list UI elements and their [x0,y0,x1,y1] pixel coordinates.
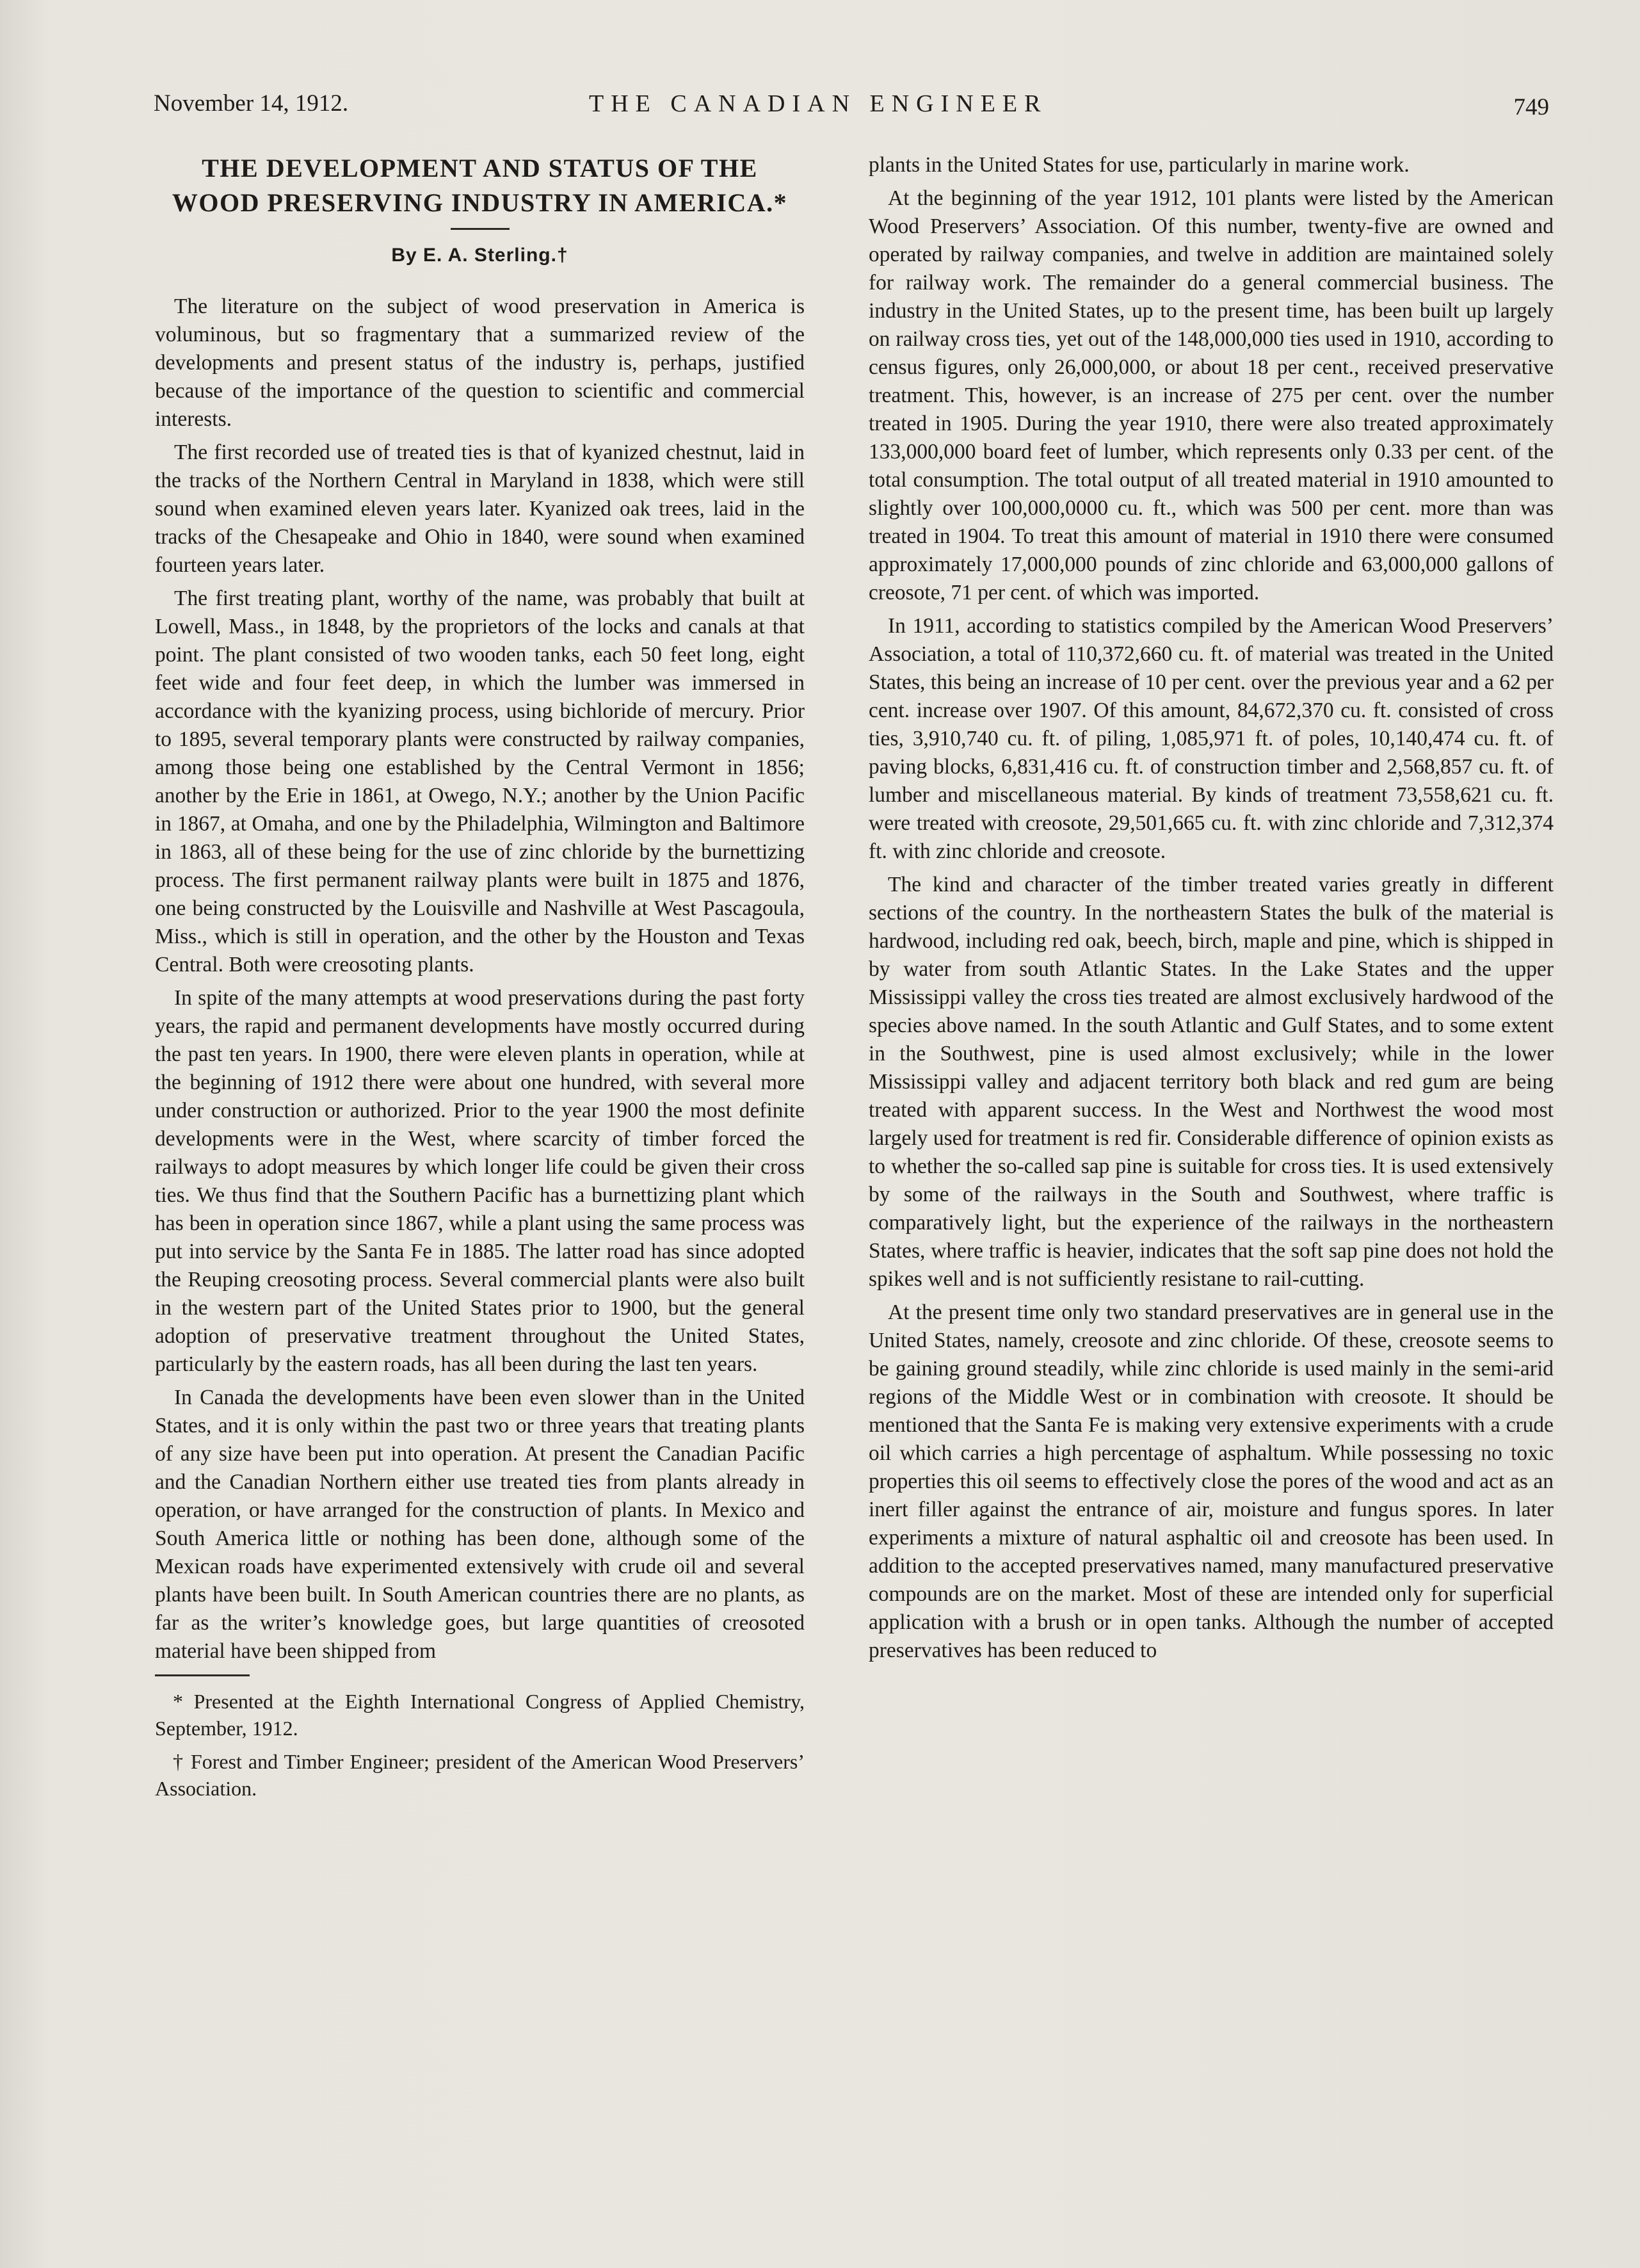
paragraph: At the present time only two standard preservatives are in general use in the United States, namely, creosote and zinc chloride. Of these, creosote seems to be gaining ground steadily, while zinc chloride is used mainly in the semi-arid regions of the Middle West or in combination with creosote. It should be mentioned that the Santa Fe is making very extensive experiments with a crude oil which carries a high percentage of asphaltum. While possessing no toxic properties this oil seems to effectively close the pores of the wood and act as an inert filler against the entrance of air, moisture and fungus spores. In later experiments a mixture of natural asphaltic oil and creosote has been used. In addition to the accepted preservatives named, many manufactured preservative compounds are on the market. Most of these are intended only for superficial application with a brush or in open tanks. Although the number of accepted preservatives has been reduced to [869,1300,1554,1662]
paragraph: At the beginning of the year 1912, 101 plants were listed by the American Wood Preservers’ Association. Of this number, twenty-five are owned and operated by railway companies, and twelve in addition are maintained solely for railway work. The remainder do a general commercial business. The industry in the United States, up to the present time, has been built up largely on railway cross ties, yet out of the 148,000,000 ties used in 1910, according to census figures, only 26,000,000, or about 18 per cent., received preservative treatment. This, however, is an increase of 275 per cent. over the number treated in 1905. During the year 1910, there were also treated approximately 133,000,000 board feet of lumber, which represents only 0.33 per cent. of the total consumption. The total output of all treated material in 1910 amounted to slightly over 100,000,0000 cu. ft., which was 500 per cent. more than was treated in 1904. To treat this amount of material in 1910 there were consumed approximately 17,000,000 pounds of zinc chloride and 63,000,000 gallons of creosote, 71 per cent. of which was imported. [869,186,1554,604]
title-rule [451,228,510,230]
paragraph-continuation: plants in the United States for use, particularly in marine work. [869,153,1410,177]
paragraph: The first treating plant, worthy of the name, was probably that built at Lowell, Mass., in 1848, by the proprietors of the locks and canals at that point. The plant consisted of two wooden tanks, each 50 feet long, eight feet wide and four feet deep, in which the lumber was immersed in accordance with the kyanizing process, using bichloride of mercury. Prior to 1895, several temporary plants were constructed by railway companies, among those being one established by the Central Vermont in 1856; another by the Erie in 1861, at Owego, N.Y.; another by the Union Pacific in 1867, at Omaha, and one by the Philadelphia, Wilmington and Baltimore in 1863, all of these being for the use of zinc chloride by the burnettizing process. The first permanent railway plants were built in 1875 and 1876, one being constructed by the Louisville and Nashville at West Pascagoula, Miss., which is still in operation, and the other by the Houston and Texas Central. Both were creosoting plants. [155,587,805,976]
paragraph: In 1911, according to statistics compiled by the American Wood Preservers’ Association, a total of 110,372,660 cu. ft. of material was treated in the United States, this being an increase of 10 per cent. over the previous year and a 62 per cent. increase over 1907. Of this amount, 84,672,370 cu. ft. consisted of cross ties, 3,910,740 cu. ft. of piling, 1,085,971 ft. of poles, 10,140,474 cu. ft. of paving blocks, 6,831,416 cu. ft. of construction timber and 2,568,857 cu. ft. of lumber and miscellaneous material. By kinds of treatment 73,558,621 cu. ft. were treated with creosote, 29,501,665 cu. ft. with zinc chloride and 7,312,374 ft. with zinc chloride and creosote. [869,614,1554,863]
article-byline: By E. A. Sterling.† [391,245,568,266]
right-column [869,151,1554,1670]
article-title: THE DEVELOPMENT AND STATUS OF THE WOOD PRESERVING INDUSTRY IN AMERICA.* [172,154,788,217]
footnote: * Presented at the Eighth International Congress of Applied Chemistry, September, 1912. [155,1690,805,1740]
paragraph: The literature on the subject of wood preservation in America is voluminous, but so fragmentary that a summarized review of the developments and present status of the industry is, perhaps, justified because of the importance of the question to scientific and commercial interests. [155,295,805,431]
footnote: † Forest and Timber Engineer; president of the American Wood Preservers’ Association. [155,1750,805,1800]
paragraph: In spite of the many attempts at wood preservations during the past forty years, the rapid and permanent developments have mostly occurred during the past ten years. In 1900, there were eleven plants in operation, while at the beginning of 1912 there were about one hundred, with several more under construction or authorized. Prior to the year 1900 the most definite developments were in the West, where scarcity of timber forced the railways to adopt measures by which longer life could be given their cross ties. We thus find that the Southern Pacific has a burnettizing plant which has been in operation since 1867, while a plant using the same process was put into service by the Santa Fe in 1885. The latter road has since adopted the Reuping creosoting process. Several commercial plants were also built in the western part of the United States prior to 1900, but the general adoption of preservative treatment throughout the United States, particularly by the eastern roads, has all been during the last ten years. [155,986,805,1376]
journal-name: THE CANADIAN ENGINEER [589,90,1048,117]
left-column [155,151,805,1808]
paragraph: The first recorded use of treated ties is that of kyanized chestnut, laid in the tracks of the Northern Central in Maryland in 1838, which were still sound when examined eleven years later. Kyanized oak trees, laid in the tracks of the Chesapeake and Ohio in 1840, were sound when examined fourteen years later. [155,441,805,577]
footnote-rule [155,1674,250,1676]
issue-date: November 14, 1912. [154,90,349,117]
paragraph: The kind and character of the timber treated varies greatly in different sections of the country. In the northeastern States the bulk of the material is hardwood, including red oak, beech, birch, maple and pine, which is shipped in by water from south Atlantic States. In the Lake States and the upper Mississippi valley the cross ties treated are almost exclusively hardwood of the species above named. In the south Atlantic and Gulf States, and to some extent in the Southwest, pine is used almost exclusively; while in the lower Mississippi valley and adjacent territory both black and red gum are being treated with apparent success. In the West and Northwest the wood most largely used for treatment is red fir. Considerable difference of opinion exists as to whether the so-called sap pine is suitable for cross ties. It is used extensively by some of the railways in the South and Southwest, where traffic is comparatively light, but the experience of the railways in the northeastern States, where traffic is heavier, indicates that the soft sap pine does not hold the spikes well and is not sufficiently resistane to rail-cutting. [869,873,1554,1291]
paragraph: In Canada the developments have been even slower than in the United States, and it is only within the past two or three years that treating plants of any size have been put into operation. At present the Canadian Pacific and the Canadian Northern either use treated ties from plants already in operation, or have arranged for the construction of plants. In Mexico and South America little or nothing has been done, although some of the Mexican roads have experimented extensively with crude oil and several plants have been built. In South American countries there are no plants, as far as the writer’s knowledge goes, but large quantities of creosoted material have been shipped from [155,1386,805,1663]
running-head [154,90,1549,128]
page-number: 749 [1513,94,1549,120]
